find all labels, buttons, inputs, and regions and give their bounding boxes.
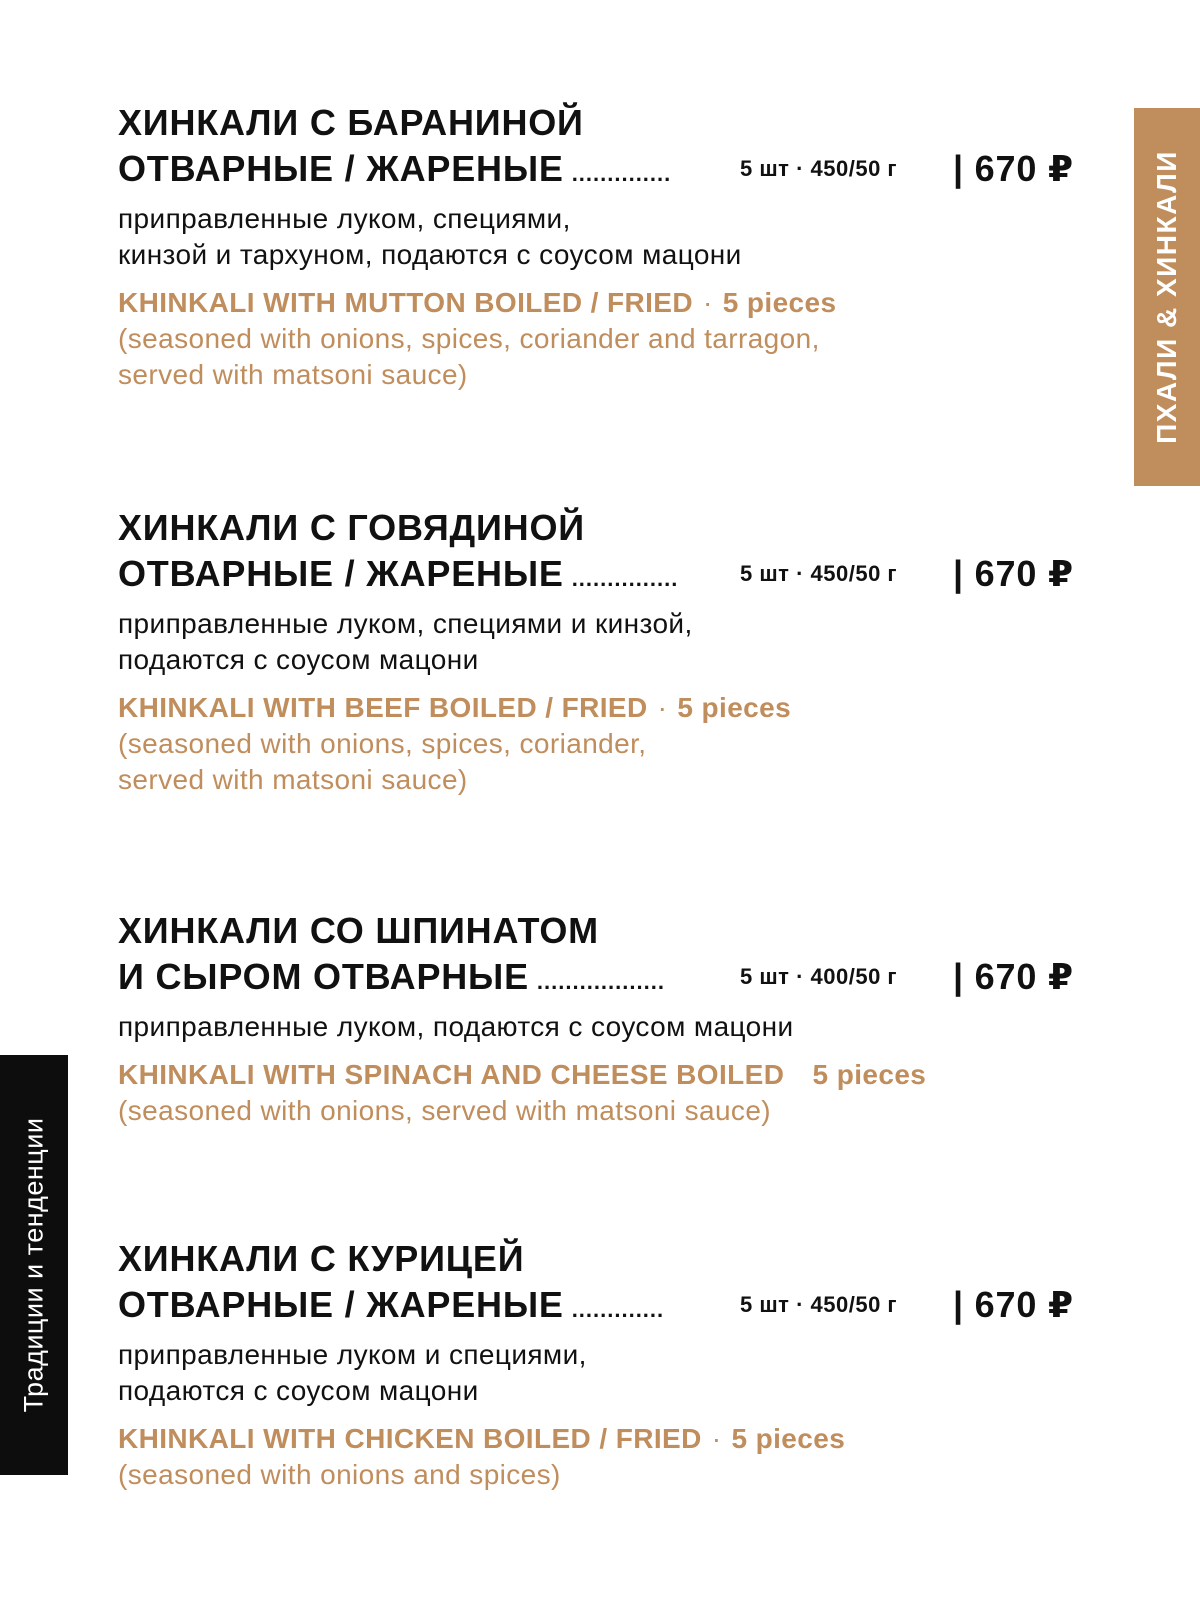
brand-ribbon <box>0 1055 68 1475</box>
item-english-title: KHINKALI WITH BEEF BOILED / FRIED · 5 pieces <box>118 692 792 723</box>
item-english-description <box>118 1457 1088 1493</box>
item-english-description <box>118 1093 1088 1129</box>
item-description <box>118 606 1088 678</box>
item-title-line1: ХИНКАЛИ С ГОВЯДИНОЙ <box>118 507 585 548</box>
item-english-title <box>118 1057 1088 1093</box>
item-price: | 670 ₽ <box>953 1284 1074 1325</box>
english-title-text: KHINKALI WITH CHICKEN BOILED / FRIED <box>118 1423 702 1454</box>
item-description-line: подаются с соусом мацони <box>118 1375 479 1406</box>
leader-dots: .................. <box>536 969 665 994</box>
english-pieces: 5 pieces <box>731 1423 846 1454</box>
item-portion: 5 шт · 450/50 г <box>740 561 898 586</box>
item-description-line: приправленные луком и специями, <box>118 1339 587 1370</box>
item-price: | 670 ₽ <box>953 553 1074 594</box>
item-title-line2: И СЫРОМ ОТВАРНЫЕ <box>118 956 529 997</box>
item-description-line: приправленные луком, специями, <box>118 203 571 234</box>
item-description-line: подаются с соусом мацони <box>118 644 479 675</box>
brand-ribbon-label: Традиции и тенденции <box>18 1117 49 1413</box>
english-description-line: (seasoned with onions, served with matsoni sauce) <box>118 1095 772 1126</box>
item-title-row <box>118 551 1088 602</box>
leader-dots: .............. <box>571 161 672 186</box>
item-description-line: приправленные луком, специями и кинзой, <box>118 608 693 639</box>
english-description-line: (seasoned with onions and spices) <box>118 1459 561 1490</box>
item-english-title: KHINKALI WITH CHICKEN BOILED / FRIED · 5 pieces <box>118 1423 846 1454</box>
item-portion: 5 шт · 450/50 г <box>740 1292 898 1317</box>
item-description <box>118 1337 1088 1409</box>
item-portion: 5 шт · 450/50 г <box>740 156 898 181</box>
item-english-title: KHINKALI WITH MUTTON BOILED / FRIED · 5 pieces <box>118 287 837 318</box>
leader-dots: ............. <box>571 1297 665 1322</box>
item-english-description <box>118 321 1088 393</box>
english-description-line: (seasoned with onions, spices, coriander and tarragon, <box>118 323 820 354</box>
english-title-text: KHINKALI WITH SPINACH AND CHEESE BOILED <box>118 1059 785 1090</box>
english-pieces: 5 pieces <box>677 692 792 723</box>
item-description <box>118 201 1088 273</box>
english-title-text: KHINKALI WITH MUTTON BOILED / FRIED <box>118 287 693 318</box>
menu-item <box>118 505 1088 798</box>
menu-item <box>118 1236 1088 1493</box>
item-description <box>118 1009 1088 1045</box>
item-title-line1: ХИНКАЛИ С КУРИЦЕЙ <box>118 1238 525 1279</box>
english-title-text: KHINKALI WITH BEEF BOILED / FRIED <box>118 692 648 723</box>
section-tab-label: ПХАЛИ & ХИНКАЛИ <box>1151 150 1182 444</box>
item-price: | 670 ₽ <box>953 956 1074 997</box>
item-price: | 670 ₽ <box>953 148 1074 189</box>
section-tab[interactable] <box>1134 108 1200 486</box>
item-title-line2: ОТВАРНЫЕ / ЖАРЕНЫЕ <box>118 1284 564 1325</box>
english-description-line: served with matsoni sauce) <box>118 764 468 795</box>
menu-item <box>118 908 1088 1129</box>
item-description-line: кинзой и тархуном, подаются с соусом мацони <box>118 239 742 270</box>
item-title-row <box>118 146 1088 197</box>
item-title-row <box>118 954 1088 1005</box>
english-pieces: 5 pieces <box>812 1059 927 1090</box>
item-title-row <box>118 1282 1088 1333</box>
item-english-description <box>118 726 1088 798</box>
menu-item <box>118 100 1088 393</box>
english-description-line: (seasoned with onions, spices, coriander, <box>118 728 647 759</box>
item-title-line2: ОТВАРНЫЕ / ЖАРЕНЫЕ <box>118 148 564 189</box>
item-title-line1: ХИНКАЛИ С БАРАНИНОЙ <box>118 102 584 143</box>
leader-dots: ............... <box>571 566 679 591</box>
english-pieces: 5 pieces <box>722 287 837 318</box>
item-portion: 5 шт · 400/50 г <box>740 964 898 989</box>
item-title-line1: ХИНКАЛИ СО ШПИНАТОМ <box>118 910 599 951</box>
item-description-line: приправленные луком, подаются с соусом мацони <box>118 1011 794 1042</box>
english-description-line: served with matsoni sauce) <box>118 359 468 390</box>
item-title-line2: ОТВАРНЫЕ / ЖАРЕНЫЕ <box>118 553 564 594</box>
